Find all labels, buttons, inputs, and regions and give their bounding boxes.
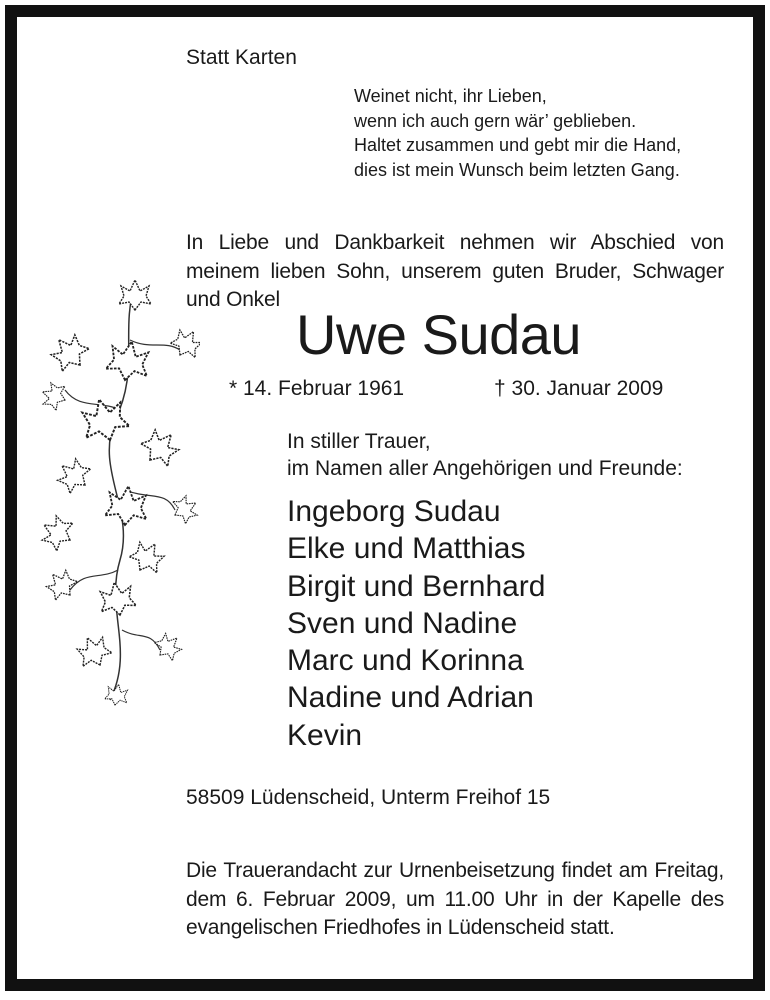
intro-text: In Liebe und Dankbarkeit nehmen wir Abschied von meinem lieben Sohn, unserem guten Bruder, Schwager und Onkel <box>186 231 724 311</box>
mourning-line: im Namen aller Angehörigen und Freunde: <box>287 457 683 480</box>
mourner: Kevin <box>287 718 363 752</box>
poem-line: dies ist mein Wunsch beim letzten Gang. <box>354 159 680 180</box>
mourning-text <box>287 428 683 482</box>
poem-line: Haltet zusammen und gebt mir die Hand, <box>354 135 682 155</box>
mourners-list <box>287 493 546 754</box>
poem-line: Weinet nicht, ihr Lieben, <box>354 86 547 106</box>
deceased-name: Uwe Sudau <box>296 303 582 366</box>
header-text: Statt Karten <box>186 46 297 69</box>
ivy-illustration <box>40 270 200 720</box>
death-date: † 30. Januar 2009 <box>494 377 664 400</box>
mourner: Marc und Korinna <box>287 644 524 678</box>
mourner: Birgit und Bernhard <box>287 569 546 603</box>
address: 58509 Lüdenscheid, Unterm Freihof 15 <box>186 786 551 809</box>
mourner: Elke und Matthias <box>287 532 526 566</box>
birth-date: * 14. Februar 1961 <box>229 377 405 400</box>
poem <box>354 84 681 182</box>
mourner: Ingeborg Sudau <box>287 495 501 528</box>
mourner: Nadine und Adrian <box>287 681 534 715</box>
mourning-line: In stiller Trauer, <box>287 430 431 453</box>
poem-line: wenn ich auch gern wär’ geblieben. <box>354 110 637 131</box>
mourner: Sven und Nadine <box>287 606 518 640</box>
service-text: Die Trauerandacht zur Urnenbeisetzung findet am Freitag, dem 6. Februar 2009, um 11.00 Uhr in der Kapelle des evangelischen Friedhofes in Lüdenscheid statt. <box>186 859 724 939</box>
